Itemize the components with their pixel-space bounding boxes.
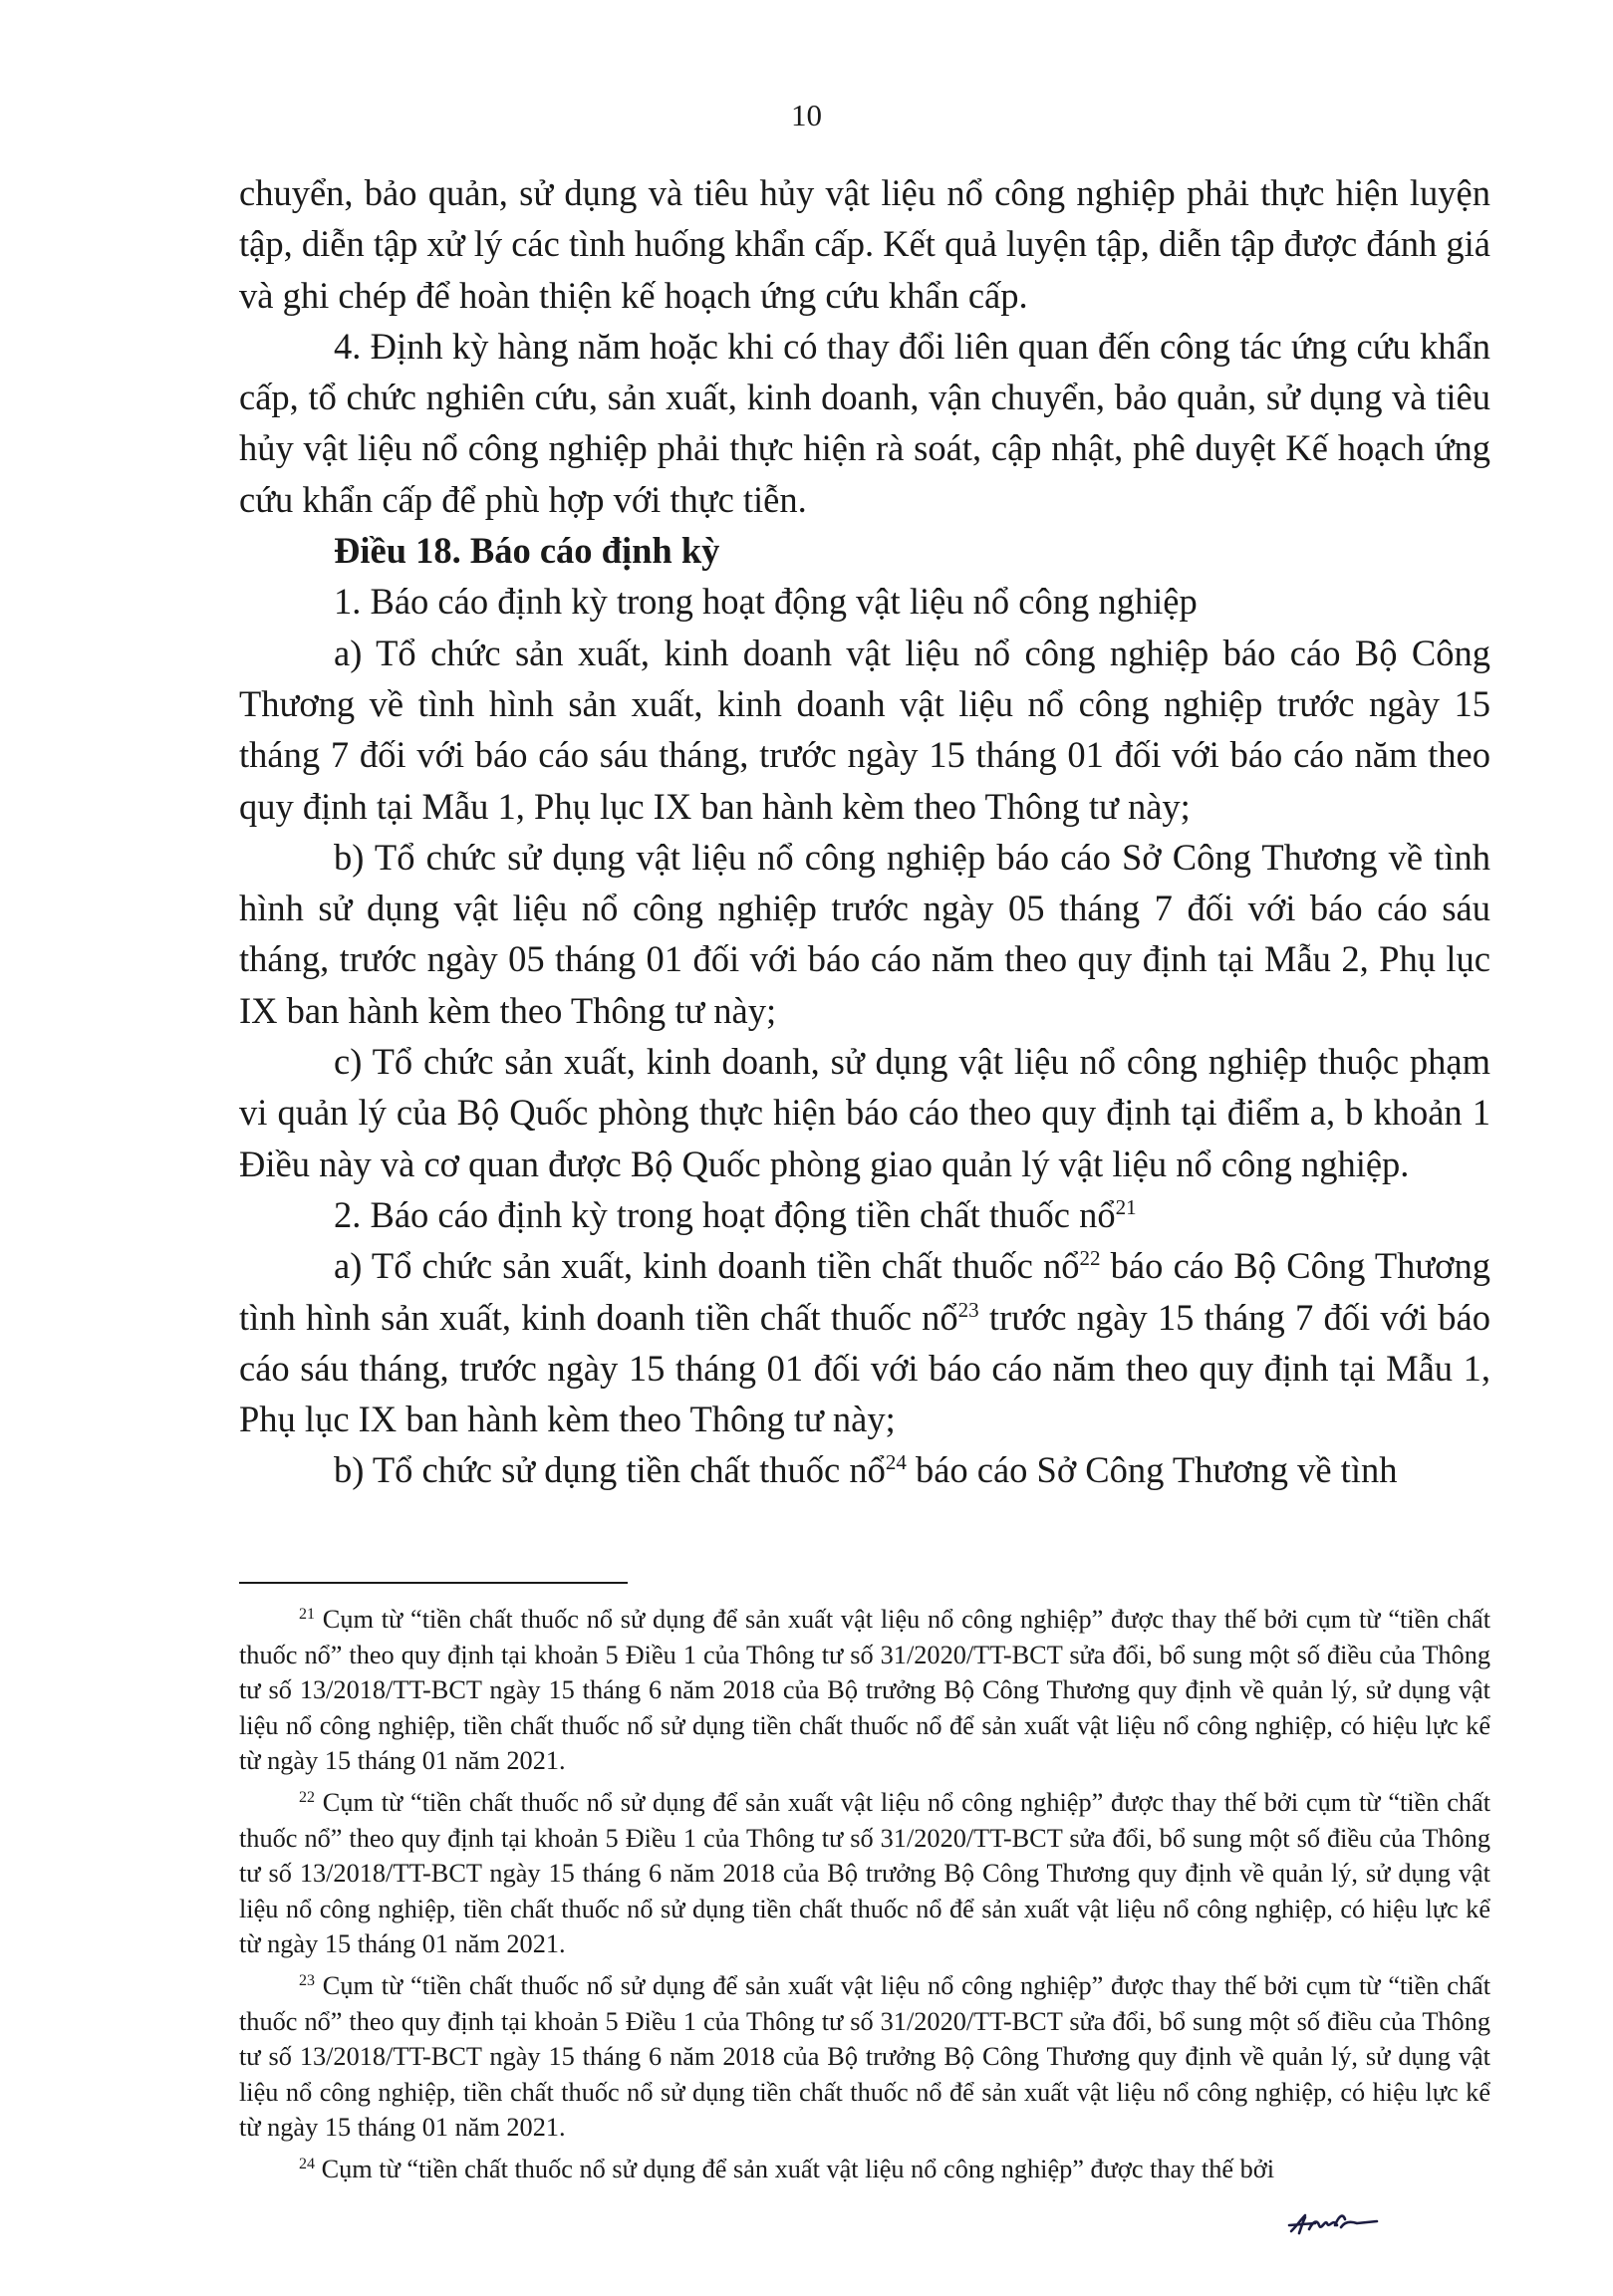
footnote-ref[interactable]: 23 [957,1297,979,1322]
footnote-text: Cụm từ “tiền chất thuốc nổ sử dụng để sản xuất vật liệu nổ công nghiệp” được thay thế bởi cụm từ “tiền chất thuốc nổ” theo quy định tại khoản 5 Điều 1 của Thông tư số 31/2020/TT-BCT sửa đổi, bổ sung một số điều của Thông tư số 13/2018/TT-BCT ngày 15 tháng 6 năm 2018 của Bộ trưởng Bộ Công Thương quy định về quản lý, sử dụng vật liệu nổ công nghiệp, tiền chất thuốc nổ sử dụng tiền chất thuốc nổ để sản xuất vật liệu nổ công nghiệp, có hiệu lực kể từ ngày 15 tháng 01 năm 2021. [239,1605,1490,1776]
footnote-ref[interactable]: 24 [885,1450,907,1475]
paragraph: a) Tổ chức sản xuất, kinh doanh vật liệu nổ công nghiệp báo cáo Bộ Công Thương về tình hình sản xuất, kinh doanh vật liệu nổ công nghiệp trước ngày 15 tháng 7 đối với báo cáo sáu tháng, trước ngày 15 tháng 01 đối với báo cáo năm theo quy định tại Mẫu 1, Phụ lục IX ban hành kèm theo Thông tư này; [239,632,1490,827]
paragraph: 1. Báo cáo định kỳ trong hoạt động vật liệu nổ công nghiệp [334,581,1198,623]
paragraph: b) Tổ chức sử dụng vật liệu nổ công nghiệp báo cáo Sở Công Thương về tình hình sử dụng vật liệu nổ công nghiệp trước ngày 05 tháng 7 đối với báo cáo sáu tháng, trước ngày 05 tháng 01 đối với báo cáo năm theo quy định tại Mẫu 2, Phụ lục IX ban hành kèm theo Thông tư này; [239,836,1490,1031]
paragraph: c) Tổ chức sản xuất, kinh doanh, sử dụng vật liệu nổ công nghiệp thuộc phạm vi quản lý của Bộ Quốc phòng thực hiện báo cáo theo quy định tại điểm a, b khoản 1 Điều này và cơ quan được Bộ Quốc phòng giao quản lý vật liệu nổ công nghiệp. [239,1041,1490,1184]
paragraph-text: 2. Báo cáo định kỳ trong hoạt động tiền chất thuốc nổ [334,1193,1116,1235]
paragraph-text: b) Tổ chức sử dụng tiền chất thuốc nổ [334,1449,886,1491]
paragraph: 4. Định kỳ hàng năm hoặc khi có thay đổi liên quan đến công tác ứng cứu khẩn cấp, tổ chức nghiên cứu, sản xuất, kinh doanh, vận chuyển, bảo quản, sử dụng và tiêu hủy vật liệu nổ công nghiệp phải thực hiện rà soát, cập nhật, phê duyệt Kế hoạch ứng cứu khẩn cấp để phù hợp với thực tiễn. [239,325,1490,520]
footnote [239,2152,1490,2187]
article-heading: Điều 18. Báo cáo định kỳ [334,530,720,572]
footnote-ref[interactable]: 22 [1079,1246,1101,1271]
footnote [239,1602,1490,1779]
footnote-number: 21 [299,1606,315,1623]
footnote-number: 24 [299,2155,315,2172]
paragraph [239,1240,1490,1444]
footnote-text: Cụm từ “tiền chất thuốc nổ sử dụng để sản xuất vật liệu nổ công nghiệp” được thay thế bởi [315,2154,1274,2183]
footnote [239,1968,1490,2146]
footnote-ref[interactable]: 21 [1115,1194,1137,1219]
footnotes [239,1602,1490,2193]
paragraph-text: báo cáo Bộ Công Thương tình hình sản xuất, kinh doanh tiền chất thuốc nổ [239,1245,1490,1338]
footnote-text: Cụm từ “tiền chất thuốc nổ sử dụng để sản xuất vật liệu nổ công nghiệp” được thay thế bởi cụm từ “tiền chất thuốc nổ” theo quy định tại khoản 5 Điều 1 của Thông tư số 31/2020/TT-BCT sửa đổi, bổ sung một số điều của Thông tư số 13/2018/TT-BCT ngày 15 tháng 6 năm 2018 của Bộ trưởng Bộ Công Thương quy định về quản lý, sử dụng vật liệu nổ công nghiệp, tiền chất thuốc nổ sử dụng tiền chất thuốc nổ để sản xuất vật liệu nổ công nghiệp, có hiệu lực kể từ ngày 15 tháng 01 năm 2021. [239,1787,1490,1959]
paragraph-text: trước ngày 15 tháng 7 đối với báo cáo sáu tháng, trước ngày 15 tháng 01 đối với báo cáo năm theo quy định tại Mẫu 1, Phụ lục IX ban hành kèm theo Thông tư này; [239,1296,1490,1440]
paragraph: chuyển, bảo quản, sử dụng và tiêu hủy vật liệu nổ công nghiệp phải thực hiện luyện tập, diễn tập xử lý các tình huống khẩn cấp. Kết quả luyện tập, diễn tập được đánh giá và ghi chép để hoàn thiện kế hoạch ứng cứu khẩn cấp. [239,172,1490,316]
paragraph [239,1189,1490,1240]
page-number: 10 [791,98,822,132]
footnote [239,1785,1490,1962]
paragraph-text: a) Tổ chức sản xuất, kinh doanh tiền chất thuốc nổ [334,1245,1080,1287]
footnote-number: 22 [299,1788,315,1806]
paragraph-text: báo cáo Sở Công Thương về tình [906,1449,1398,1491]
footnote-separator [239,1582,628,1584]
footnote-text: Cụm từ “tiền chất thuốc nổ sử dụng để sản xuất vật liệu nổ công nghiệp” được thay thế bởi cụm từ “tiền chất thuốc nổ” theo quy định tại khoản 5 Điều 1 của Thông tư số 31/2020/TT-BCT sửa đổi, bổ sung một số điều của Thông tư số 13/2018/TT-BCT ngày 15 tháng 6 năm 2018 của Bộ trưởng Bộ Công Thương quy định về quản lý, sử dụng vật liệu nổ công nghiệp, tiền chất thuốc nổ sử dụng tiền chất thuốc nổ để sản xuất vật liệu nổ công nghiệp, có hiệu lực kể từ ngày 15 tháng 01 năm 2021. [239,1970,1490,2143]
document-body [239,167,1490,1496]
initials-signature [1285,2205,1385,2245]
footnote-number: 23 [299,1971,315,1989]
paragraph [239,1444,1490,1495]
